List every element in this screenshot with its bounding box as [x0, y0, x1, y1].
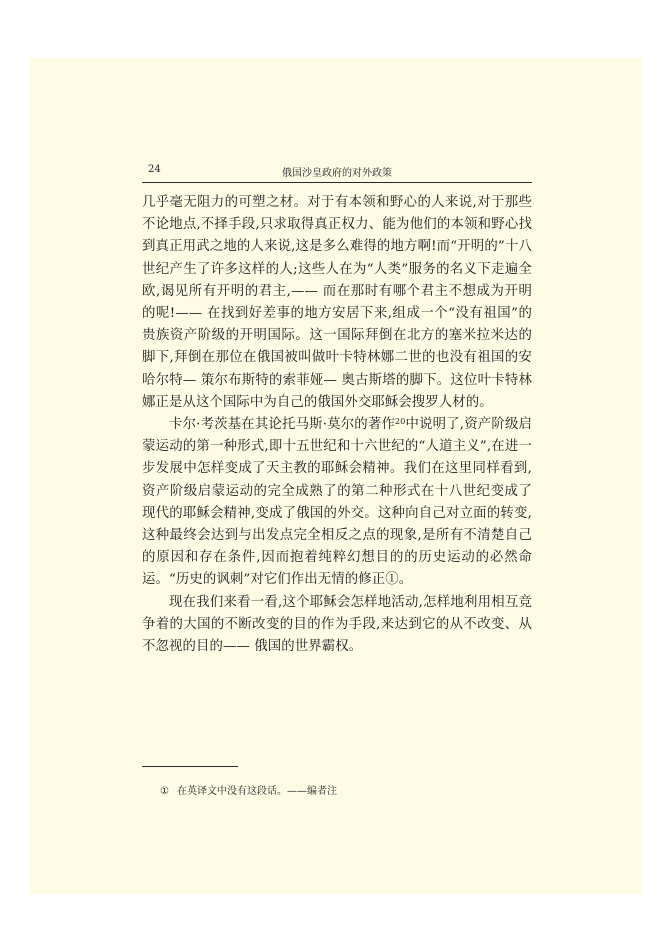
body-text: [142, 192, 532, 658]
endnote-reference: 20: [395, 417, 406, 427]
paragraph-2-text-b: 中说明了,资产阶级启蒙运动的第一种形式,即十五世纪和十六世纪的“人道主义”,在进一步发展中怎样变成了天主教的耶稣会精神。我们在这里同样看到,资产阶级启蒙运动的完全成熟了的第二种形式在十八世纪变成了现代的耶稣会精神,变成了俄国的外交。这种向自己对立面的转变,这种最终会达到与出发点完全相反之点的现象,是所有不清楚自己的原因和存在条件,因而抱着纯粹幻想目的的历史运动的必然命运。“历史的讽刺”对它们作出无情的修正①。: [142, 417, 533, 588]
paragraph-1: 几乎毫无阻力的可塑之材。对于有本领和野心的人来说,对于那些不论地点,不择手段,只求取得真正权力、能为他们的本领和野心找到真正用武之地的人来说,这是多么难得的地方啊!而“开明的”十八世纪产生了许多这样的人;这些人在为“人类”服务的名义下走遍全欧,谒见所有开明的君主,—— 而在那时有哪个君主不想成为开明的呢!—— 在找到好差事的地方安居下来,组成一个“没有祖国”的贵族资产阶级的开明国际。这一国际拜倒在北方的塞米拉米达的脚下,拜倒在那位在俄国被叫做叶卡特林娜二世的也没有祖国的安哈尔特— 策尔布斯特的索菲娅— 奥古斯塔的脚下。这位叶卡特林娜正是从这个国际中为自己的俄国外交耶稣会搜罗人材的。: [142, 195, 532, 410]
running-title: 俄国沙皇政府的对外政策: [282, 168, 392, 179]
paragraph-2-text-a: 卡尔·考茨基在其论托马斯·莫尔的著作: [169, 417, 396, 433]
footnote-divider: [142, 766, 238, 767]
running-header: [142, 162, 532, 183]
footnote-text: 在英译文中没有这段话。——编者注: [176, 786, 337, 797]
paragraph-3: 现在我们来看一看,这个耶稣会怎样地活动,怎样地利用相互竞争着的大国的不断改变的目的作为手段,来达到它的从不改变、从不忽视的目的—— 俄国的世界霸权。: [142, 594, 532, 655]
footnote-mark: ①: [160, 786, 169, 797]
page-number: 24: [148, 164, 161, 175]
paragraph-2: [142, 414, 532, 592]
footnote: [160, 782, 337, 797]
